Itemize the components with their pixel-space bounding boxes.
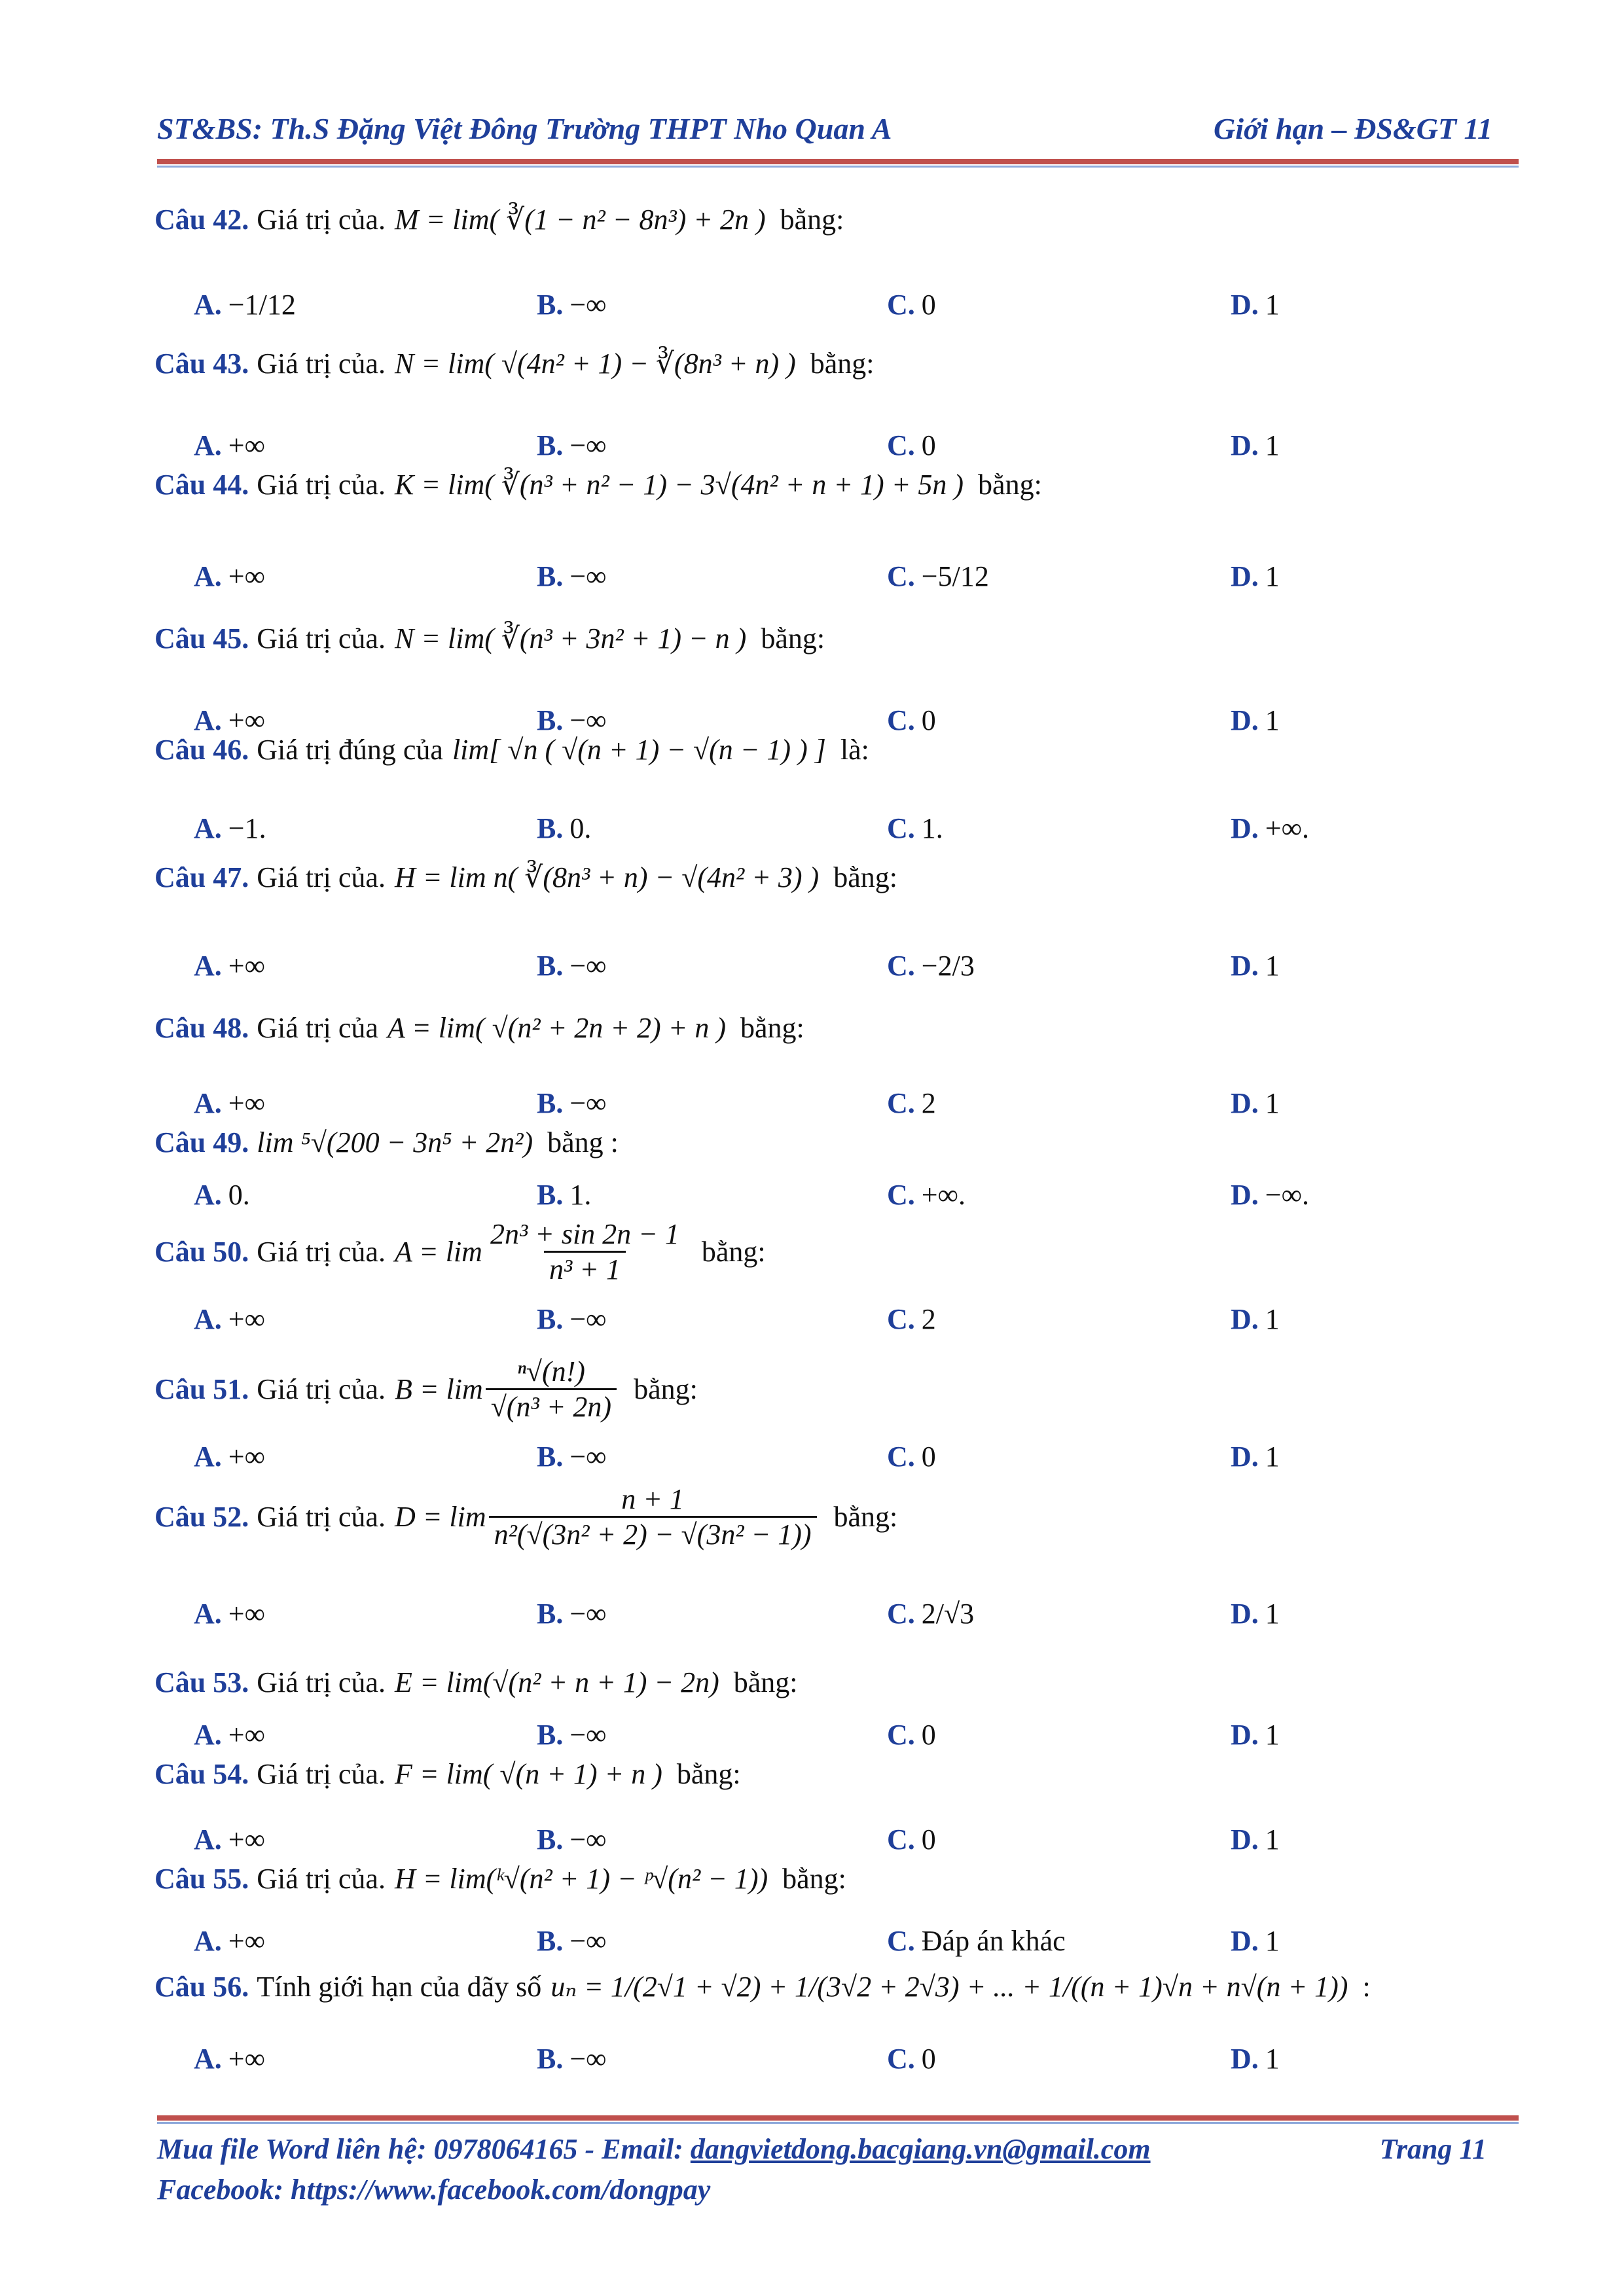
question-42 <box>154 203 844 236</box>
option-letter: B. <box>537 950 564 982</box>
option-value: 1 <box>1265 704 1280 736</box>
option-value: 1 <box>1265 560 1280 592</box>
option-letter: A. <box>194 289 222 321</box>
option-letter: C. <box>887 1087 915 1119</box>
option-letter: A. <box>194 1823 222 1856</box>
question-prompt: Giá trị của. <box>257 861 386 893</box>
question-suffix: bằng : <box>547 1126 619 1158</box>
fraction-numerator: n + 1 <box>621 1483 684 1515</box>
option-value: 1 <box>1265 1925 1280 1957</box>
header-left: ST&BS: Th.S Đặng Việt Đông Trường THPT Nho Quan A <box>157 112 892 145</box>
option-letter: C. <box>887 812 915 844</box>
option-letter: C. <box>887 1598 915 1630</box>
option-value: 0 <box>921 289 936 321</box>
option-value: +∞. <box>921 1179 965 1211</box>
answer-option-a[interactable] <box>194 949 265 982</box>
question-formula <box>395 1666 719 1699</box>
question-55 <box>154 1862 846 1895</box>
formula-text: D = lim <box>394 1501 486 1533</box>
option-value: −∞ <box>569 429 607 461</box>
answer-option-b[interactable] <box>537 1086 607 1120</box>
answer-option-a[interactable] <box>194 1718 265 1751</box>
question-45 <box>154 622 825 655</box>
option-letter: B. <box>537 1179 564 1211</box>
answer-option-c[interactable] <box>887 1718 936 1751</box>
formula-text: H = lim n( ∛(8n³ + n) − √(4n² + 3) ) <box>394 861 820 893</box>
option-value: −∞ <box>569 1925 607 1957</box>
option-letter: D. <box>1231 289 1259 321</box>
option-letter: D. <box>1231 950 1259 982</box>
answer-option-a[interactable] <box>194 1440 265 1473</box>
answer-option-b[interactable] <box>537 1178 591 1211</box>
option-letter: D. <box>1231 560 1259 592</box>
question-number: Câu 43. <box>154 348 249 380</box>
option-letter: C. <box>887 560 915 592</box>
option-letter: C. <box>887 950 915 982</box>
answer-option-d[interactable] <box>1231 704 1280 737</box>
answer-option-c[interactable] <box>887 949 975 982</box>
formula-fraction <box>485 1217 685 1286</box>
answer-option-d[interactable] <box>1231 2042 1280 2075</box>
answer-option-c[interactable] <box>887 1440 936 1473</box>
question-suffix: bằng: <box>780 204 844 236</box>
answer-option-d[interactable] <box>1231 1597 1280 1630</box>
option-letter: A. <box>194 1179 222 1211</box>
question-formula <box>395 347 796 380</box>
answer-option-c[interactable] <box>887 429 936 462</box>
question-suffix: bằng: <box>634 1373 698 1405</box>
answer-option-a[interactable] <box>194 1924 265 1958</box>
question-formula <box>257 1126 533 1159</box>
question-prompt: Giá trị của. <box>257 348 386 380</box>
answer-option-a[interactable] <box>194 2042 265 2075</box>
option-value: +∞ <box>228 1087 265 1119</box>
question-number: Câu 47. <box>154 861 249 893</box>
formula-text: N = lim( √(4n² + 1) − ∛(8n³ + n) ) <box>394 348 796 380</box>
option-value: 1 <box>1265 1598 1280 1630</box>
option-value: +∞ <box>228 950 265 982</box>
option-letter: C. <box>887 704 915 736</box>
question-formula <box>395 468 964 501</box>
option-letter: D. <box>1231 704 1259 736</box>
footer-rule-thin <box>157 2122 1519 2124</box>
answer-option-c[interactable] <box>887 1597 974 1630</box>
option-value: 1 <box>1265 1823 1280 1856</box>
option-letter: C. <box>887 1179 915 1211</box>
question-suffix: bằng: <box>676 1758 741 1790</box>
question-formula <box>550 1970 1348 2003</box>
question-number: Câu 46. <box>154 734 249 766</box>
option-value: 0 <box>921 704 936 736</box>
option-letter: A. <box>194 1087 222 1119</box>
answer-option-d[interactable] <box>1231 429 1280 462</box>
option-letter: A. <box>194 1303 222 1335</box>
option-letter: D. <box>1231 812 1259 844</box>
option-value: −∞ <box>569 1441 607 1473</box>
question-prompt: Giá trị của. <box>257 1373 386 1405</box>
option-value: +∞ <box>228 1719 265 1751</box>
option-value: 1 <box>1265 1087 1280 1119</box>
footer-rule <box>157 2115 1519 2121</box>
answer-option-c[interactable] <box>887 2042 936 2075</box>
question-47 <box>154 861 897 894</box>
page-header <box>157 111 1492 157</box>
option-value: 1 <box>1265 2043 1280 2075</box>
answer-option-b[interactable] <box>537 812 591 845</box>
option-value: −∞. <box>1265 1179 1309 1211</box>
question-prompt: Giá trị của. <box>257 204 386 236</box>
option-value: −∞ <box>569 1823 607 1856</box>
question-number: Câu 50. <box>154 1236 249 1268</box>
question-formula <box>395 1862 768 1895</box>
option-letter: A. <box>194 1925 222 1957</box>
question-number: Câu 44. <box>154 469 249 501</box>
option-value: 1 <box>1265 950 1280 982</box>
question-prompt: Giá trị đúng của <box>257 734 443 766</box>
option-letter: D. <box>1231 1598 1259 1630</box>
answer-option-b[interactable] <box>537 949 607 982</box>
option-value: −∞ <box>569 1303 607 1335</box>
question-prompt: Tính giới hạn của dãy số <box>257 1971 542 2003</box>
footer-facebook[interactable]: Facebook: https://www.facebook.com/dongpay <box>157 2174 711 2206</box>
option-letter: A. <box>194 812 222 844</box>
question-formula <box>452 733 826 766</box>
option-letter: C. <box>887 289 915 321</box>
fraction-denominator: √(n³ + 2n) <box>486 1388 617 1424</box>
question-43 <box>154 347 875 380</box>
option-letter: C. <box>887 1719 915 1751</box>
formula-fraction <box>489 1482 817 1551</box>
question-suffix: bằng: <box>833 1501 898 1533</box>
answer-option-a[interactable] <box>194 812 266 845</box>
answer-option-a[interactable] <box>194 1086 265 1120</box>
answer-option-d[interactable] <box>1231 949 1280 982</box>
formula-text: B = lim <box>394 1373 483 1405</box>
answer-option-a[interactable] <box>194 1823 265 1856</box>
option-value: 1 <box>1265 1303 1280 1335</box>
question-formula <box>395 1482 820 1551</box>
option-value: −∞ <box>569 1598 607 1630</box>
option-value: −∞ <box>569 704 607 736</box>
answer-option-b[interactable] <box>537 288 607 321</box>
question-48 <box>154 1011 804 1045</box>
option-letter: B. <box>537 1598 564 1630</box>
question-56 <box>154 1970 1371 2003</box>
option-value: −∞ <box>569 1719 607 1751</box>
option-value: 2 <box>921 1087 936 1119</box>
question-54 <box>154 1757 741 1791</box>
question-formula <box>395 1355 619 1424</box>
question-suffix: bằng: <box>833 861 897 893</box>
option-letter: B. <box>537 1719 564 1751</box>
option-letter: B. <box>537 1823 564 1856</box>
answer-option-c[interactable] <box>887 1178 965 1211</box>
option-letter: A. <box>194 1441 222 1473</box>
option-letter: B. <box>537 1925 564 1957</box>
option-letter: B. <box>537 812 564 844</box>
question-number: Câu 53. <box>154 1666 249 1698</box>
option-letter: A. <box>194 1719 222 1751</box>
question-50 <box>154 1217 766 1286</box>
question-suffix: : <box>1362 1971 1371 2003</box>
option-value: +∞ <box>228 1441 265 1473</box>
answer-option-d[interactable] <box>1231 288 1280 321</box>
answer-option-a[interactable] <box>194 560 265 593</box>
answer-option-b[interactable] <box>537 1440 607 1473</box>
question-number: Câu 55. <box>154 1863 249 1895</box>
formula-text: lim ⁵√(200 − 3n⁵ + 2n²) <box>257 1126 533 1158</box>
option-letter: D. <box>1231 1925 1259 1957</box>
option-letter: D. <box>1231 1719 1259 1751</box>
option-letter: D. <box>1231 429 1259 461</box>
option-value: +∞ <box>228 1823 265 1856</box>
answer-option-a[interactable] <box>194 429 265 462</box>
answer-option-b[interactable] <box>537 560 607 593</box>
question-suffix: bằng: <box>978 469 1042 501</box>
formula-text: N = lim( ∛(n³ + 3n² + 1) − n ) <box>394 622 747 655</box>
option-letter: C. <box>887 1303 915 1335</box>
question-number: Câu 48. <box>154 1012 249 1044</box>
option-value: −∞ <box>569 2043 607 2075</box>
option-value: +∞ <box>228 704 265 736</box>
question-number: Câu 42. <box>154 204 249 236</box>
answer-option-d[interactable] <box>1231 1823 1280 1856</box>
option-value: +∞ <box>228 560 265 592</box>
option-value: +∞ <box>228 2043 265 2075</box>
option-value: −1. <box>228 812 266 844</box>
question-prompt: Giá trị của. <box>257 622 386 655</box>
option-letter: A. <box>194 950 222 982</box>
question-number: Câu 49. <box>154 1126 249 1158</box>
option-letter: A. <box>194 1598 222 1630</box>
question-formula <box>395 861 819 894</box>
question-53 <box>154 1666 798 1699</box>
option-value: 1 <box>1265 289 1280 321</box>
question-prompt: Giá trị của. <box>257 469 386 501</box>
header-right: Giới hạn – ĐS&GT 11 <box>1214 112 1492 145</box>
option-letter: B. <box>537 704 564 736</box>
option-letter: A. <box>194 560 222 592</box>
option-value: 2 <box>921 1303 936 1335</box>
answer-option-c[interactable] <box>887 1086 936 1120</box>
question-suffix: bằng: <box>733 1666 798 1698</box>
answer-option-b[interactable] <box>537 1924 607 1958</box>
option-letter: D. <box>1231 2043 1259 2075</box>
fraction-denominator: n³ + 1 <box>544 1251 626 1286</box>
option-letter: B. <box>537 1303 564 1335</box>
answer-option-d[interactable] <box>1231 1718 1280 1751</box>
option-letter: A. <box>194 2043 222 2075</box>
option-letter: C. <box>887 2043 915 2075</box>
answer-option-b[interactable] <box>537 429 607 462</box>
option-letter: B. <box>537 1087 564 1119</box>
question-prompt: Giá trị của. <box>257 1666 386 1698</box>
question-suffix: bằng: <box>740 1012 804 1044</box>
question-prompt: Giá trị của <box>257 1012 378 1044</box>
question-49 <box>154 1126 619 1159</box>
question-number: Câu 45. <box>154 622 249 655</box>
question-prompt: Giá trị của. <box>257 1758 386 1790</box>
formula-text: M = lim( ∛(1 − n² − 8n³) + 2n ) <box>394 204 766 236</box>
footer-email-link[interactable]: dangvietdong.bacgiang.vn@gmail.com <box>690 2133 1151 2165</box>
question-suffix: là: <box>840 734 869 766</box>
formula-text: lim[ √n ( √(n + 1) − √(n − 1) ) ] <box>452 734 826 766</box>
option-value: −1/12 <box>228 289 296 321</box>
option-value: 1 <box>1265 429 1280 461</box>
formula-text: H = lim(ᵏ√(n² + 1) − ᵖ√(n² − 1)) <box>394 1863 768 1895</box>
answer-option-d[interactable] <box>1231 1086 1280 1120</box>
answer-option-b[interactable] <box>537 1597 607 1630</box>
option-letter: D. <box>1231 1087 1259 1119</box>
formula-text: E = lim(√(n² + n + 1) − 2n) <box>394 1666 719 1698</box>
option-value: −5/12 <box>921 560 989 592</box>
answer-option-b[interactable] <box>537 1302 607 1336</box>
answer-option-a[interactable] <box>194 288 296 321</box>
option-letter: C. <box>887 1441 915 1473</box>
question-number: Câu 51. <box>154 1373 249 1405</box>
option-value: 1. <box>569 1179 592 1211</box>
question-formula <box>395 1217 687 1286</box>
footer-page: Trang 11 <box>1379 2133 1487 2165</box>
answer-option-b[interactable] <box>537 704 607 737</box>
option-letter: A. <box>194 429 222 461</box>
option-value: 2/√3 <box>921 1598 975 1630</box>
question-suffix: bằng: <box>761 622 825 655</box>
option-value: −2/3 <box>921 950 975 982</box>
answer-option-c[interactable] <box>887 1302 936 1336</box>
option-value: 0 <box>921 1441 936 1473</box>
question-44 <box>154 468 1042 501</box>
formula-text: A = lim <box>394 1236 482 1268</box>
question-suffix: bằng: <box>782 1863 846 1895</box>
answer-option-a[interactable] <box>194 1597 265 1630</box>
question-51 <box>154 1355 698 1424</box>
question-formula <box>395 203 766 236</box>
option-letter: B. <box>537 289 564 321</box>
formula-text: A = lim( √(n² + 2n + 2) + n ) <box>387 1012 726 1044</box>
option-letter: D. <box>1231 1303 1259 1335</box>
fraction-numerator: 2n³ + sin 2n − 1 <box>490 1218 679 1250</box>
option-letter: D. <box>1231 1179 1259 1211</box>
answer-option-d[interactable] <box>1231 1178 1309 1211</box>
answer-option-b[interactable] <box>537 1823 607 1856</box>
footer-contact-line <box>157 2132 1151 2166</box>
option-value: +∞ <box>228 1598 265 1630</box>
option-value: 0. <box>228 1179 250 1211</box>
fraction-denominator: n²(√(3n² + 2) − √(3n² − 1)) <box>489 1516 817 1551</box>
question-52 <box>154 1482 897 1551</box>
question-prompt: Giá trị của. <box>257 1501 386 1533</box>
question-number: Câu 56. <box>154 1971 249 2003</box>
option-letter: D. <box>1231 1823 1259 1856</box>
option-value: Đáp án khác <box>921 1925 1066 1957</box>
answer-option-a[interactable] <box>194 1178 250 1211</box>
option-letter: C. <box>887 1823 915 1856</box>
question-suffix: bằng: <box>701 1236 766 1268</box>
option-letter: D. <box>1231 1441 1259 1473</box>
question-prompt: Giá trị của. <box>257 1863 386 1895</box>
answer-option-c[interactable] <box>887 288 936 321</box>
question-number: Câu 54. <box>154 1758 249 1790</box>
footer-contact: Mua file Word liên hệ: 0978064165 - Email: <box>157 2133 683 2165</box>
option-letter: A. <box>194 704 222 736</box>
option-value: 0. <box>569 812 592 844</box>
formula-text: uₙ = 1/(2√1 + √2) + 1/(3√2 + 2√3) + ... + 1/((n + 1)√n + n√(n + 1)) <box>550 1971 1348 2003</box>
answer-option-d[interactable] <box>1231 1924 1280 1958</box>
answer-option-c[interactable] <box>887 1924 1066 1958</box>
option-value: 1. <box>921 812 943 844</box>
option-value: −∞ <box>569 560 607 592</box>
option-value: 0 <box>921 1823 936 1856</box>
answer-option-a[interactable] <box>194 704 265 737</box>
header-rule <box>157 159 1519 164</box>
option-value: 0 <box>921 2043 936 2075</box>
option-value: 0 <box>921 1719 936 1751</box>
formula-fraction <box>486 1355 617 1424</box>
option-value: +∞ <box>228 429 265 461</box>
option-letter: B. <box>537 1441 564 1473</box>
answer-option-d[interactable] <box>1231 1440 1280 1473</box>
option-value: +∞ <box>228 1303 265 1335</box>
question-formula <box>395 622 746 655</box>
answer-option-b[interactable] <box>537 1718 607 1751</box>
answer-option-c[interactable] <box>887 560 989 593</box>
option-value: 0 <box>921 429 936 461</box>
option-letter: B. <box>537 429 564 461</box>
option-letter: C. <box>887 429 915 461</box>
fraction-numerator: ⁿ√(n!) <box>516 1355 585 1388</box>
question-formula <box>388 1011 726 1045</box>
option-value: 1 <box>1265 1441 1280 1473</box>
answer-option-d[interactable] <box>1231 812 1309 845</box>
question-suffix: bằng: <box>810 348 875 380</box>
formula-text: F = lim( √(n + 1) + n ) <box>394 1758 662 1790</box>
option-value: −∞ <box>569 950 607 982</box>
formula-text: K = lim( ∛(n³ + n² − 1) − 3√(4n² + n + 1) + 5n ) <box>394 469 964 501</box>
option-letter: B. <box>537 560 564 592</box>
answer-option-d[interactable] <box>1231 560 1280 593</box>
question-formula <box>395 1757 662 1791</box>
answer-option-a[interactable] <box>194 1302 265 1336</box>
header-rule-thin <box>157 166 1519 168</box>
answer-option-d[interactable] <box>1231 1302 1280 1336</box>
option-value: +∞. <box>1265 812 1309 844</box>
option-value: −∞ <box>569 1087 607 1119</box>
answer-option-c[interactable] <box>887 812 943 845</box>
option-value: −∞ <box>569 289 607 321</box>
option-value: +∞ <box>228 1925 265 1957</box>
answer-option-c[interactable] <box>887 704 936 737</box>
option-letter: C. <box>887 1925 915 1957</box>
answer-option-b[interactable] <box>537 2042 607 2075</box>
question-number: Câu 52. <box>154 1501 249 1533</box>
option-letter: B. <box>537 2043 564 2075</box>
question-46 <box>154 733 869 766</box>
answer-option-c[interactable] <box>887 1823 936 1856</box>
question-prompt: Giá trị của. <box>257 1236 386 1268</box>
option-value: 1 <box>1265 1719 1280 1751</box>
